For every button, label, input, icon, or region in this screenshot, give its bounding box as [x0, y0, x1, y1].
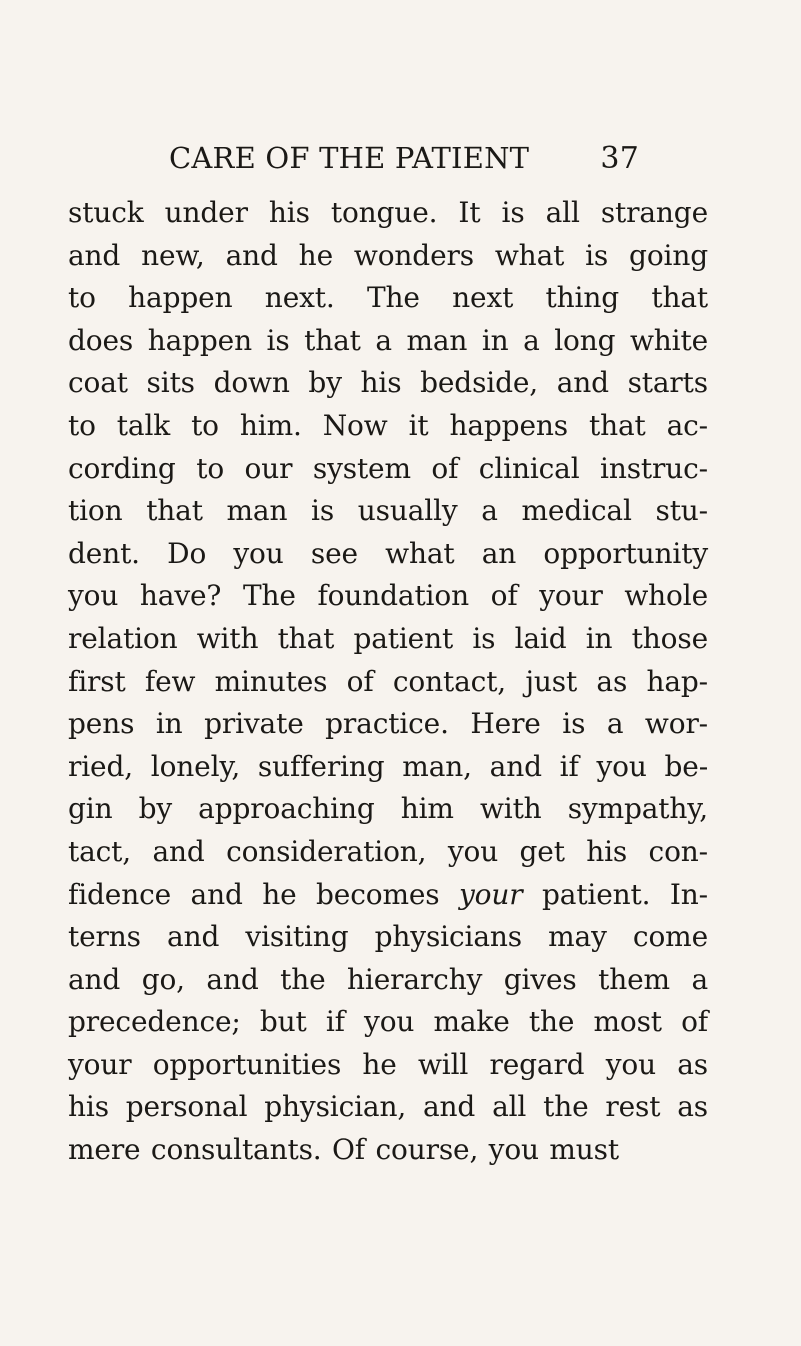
text-line-with-emphasis: [68, 874, 708, 917]
page-number: 37: [600, 141, 639, 176]
text-line: gin by approaching him with sympathy,: [68, 792, 708, 826]
body-text: [68, 192, 708, 1172]
text-line: dent. Do you see what an opportunity: [68, 536, 708, 570]
text-segment: patient. In-: [542, 877, 708, 911]
text-line: and go, and the hierarchy gives them a: [68, 962, 708, 996]
text-line: stuck under his tongue. It is all strange: [68, 196, 708, 229]
running-head: [169, 141, 639, 185]
text-segment: fidence and he becomes: [68, 877, 440, 911]
text-line: tact, and consideration, you get his con-: [68, 834, 708, 868]
text-line: ried, lonely, suffering man, and if you be-: [68, 749, 708, 783]
text-line: and new, and he wonders what is going: [68, 238, 708, 272]
italic-emphasis: your: [459, 877, 523, 911]
text-line: cording to our system of clinical instruc-: [68, 451, 708, 485]
text-line: tion that man is usually a medical stu-: [68, 494, 708, 528]
text-line: coat sits down by his bedside, and starts: [68, 366, 708, 400]
text-line: to talk to him. Now it happens that ac-: [68, 408, 708, 442]
text-line: precedence; but if you make the most of: [68, 1005, 708, 1039]
text-line: his personal physician, and all the rest as: [68, 1090, 708, 1124]
text-line: to happen next. The next thing that: [68, 281, 708, 315]
text-line: you have? The foundation of your whole: [68, 579, 708, 613]
text-line: your opportunities he will regard you as: [68, 1047, 708, 1081]
running-title: CARE OF THE PATIENT: [169, 141, 530, 175]
text-line: does happen is that a man in a long white: [68, 323, 708, 357]
text-line: terns and visiting physicians may come: [68, 920, 708, 954]
text-line: first few minutes of contact, just as hap-: [68, 664, 708, 698]
text-line: relation with that patient is laid in those: [68, 621, 708, 655]
text-line: mere consultants. Of course, you must: [68, 1133, 619, 1167]
text-line: pens in private practice. Here is a wor-: [68, 707, 708, 741]
